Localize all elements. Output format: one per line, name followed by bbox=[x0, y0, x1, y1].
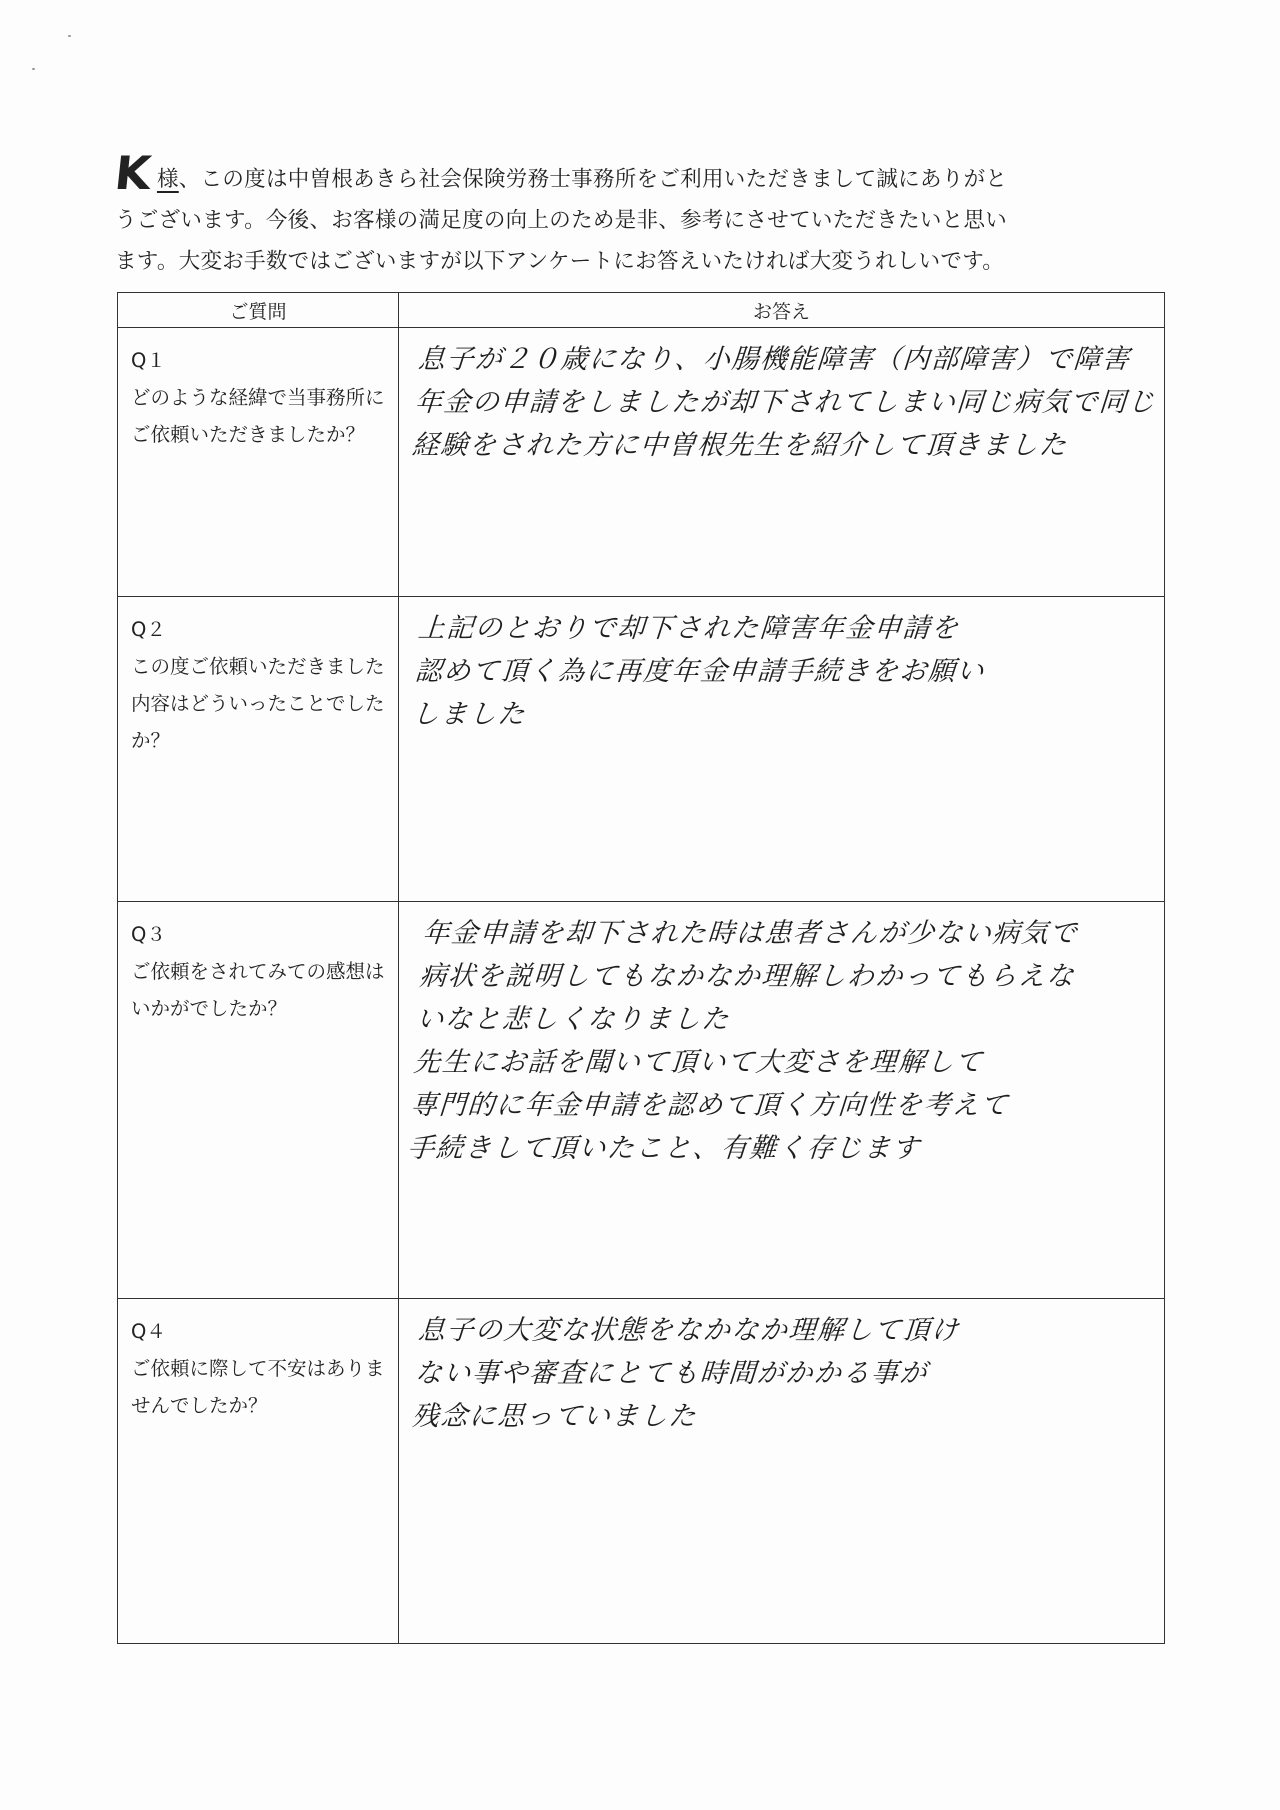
handwritten-answer bbox=[406, 912, 1165, 1170]
customer-initial: K bbox=[112, 146, 154, 200]
table-row bbox=[118, 902, 1165, 1299]
question-cell bbox=[118, 1299, 399, 1644]
question-text: この度ご依頼いただきました内容はどういったことでしたか？ bbox=[131, 655, 385, 752]
answer-line: 残念に思っていました bbox=[410, 1401, 699, 1432]
answer-cell bbox=[399, 902, 1165, 1299]
scan-speck bbox=[32, 68, 35, 70]
header-question: ご質問 bbox=[118, 293, 399, 328]
intro-line-1: 、この度は中曽根あきら社会保険労務士事務所をご利用いただきまして誠にありがと bbox=[178, 167, 1008, 192]
answer-line: いなと悲しくなりました bbox=[415, 1004, 732, 1035]
answer-cell bbox=[399, 597, 1165, 902]
question-text: ご依頼に際して不安はありませんでしたか？ bbox=[131, 1357, 385, 1417]
handwritten-answer bbox=[410, 338, 1160, 467]
answer-cell bbox=[399, 328, 1165, 597]
answer-line: 息子が２０歳になり、小腸機能障害（内部障害）で障害 bbox=[416, 344, 1132, 375]
survey-table bbox=[117, 292, 1165, 1644]
question-number: Q２ bbox=[131, 618, 166, 641]
intro-line-2: うございます。今後、お客様の満足度の向上のため是非、参考にさせていただきたいと思い bbox=[115, 208, 1008, 233]
answer-line: しました bbox=[410, 699, 528, 730]
answer-line: 経験をされた方に中曽根先生を紹介して頂きました bbox=[410, 430, 1069, 461]
answer-line: ない事や審査にとても時間がかかる事が bbox=[413, 1358, 930, 1389]
question-cell bbox=[118, 597, 399, 902]
header-row bbox=[118, 293, 1165, 328]
answer-line: 息子の大変な状態をなかなか理解して頂け bbox=[416, 1315, 961, 1346]
question-text: どのような経緯で当事務所にご依頼いただきましたか？ bbox=[131, 386, 385, 446]
intro-paragraph bbox=[112, 146, 1175, 282]
question-cell bbox=[118, 328, 399, 597]
scan-speck bbox=[68, 35, 71, 37]
answer-line: 手続きして頂いたこと、有難く存じます bbox=[406, 1133, 922, 1164]
table-row bbox=[118, 328, 1165, 597]
honorific: 様 bbox=[156, 167, 179, 192]
handwritten-answer bbox=[410, 1309, 1160, 1438]
answer-line: 年金申請を却下された時は患者さんが少ない病気で bbox=[421, 918, 1080, 949]
question-number: Q３ bbox=[131, 923, 166, 946]
handwritten-answer bbox=[410, 607, 1160, 736]
question-text: ご依頼をされてみての感想はいかがでしたか？ bbox=[131, 960, 385, 1020]
header-answer: お答え bbox=[399, 293, 1165, 328]
answer-line: 先生にお話を聞いて頂いて大変さを理解して bbox=[412, 1047, 985, 1078]
question-number: Q４ bbox=[131, 1320, 166, 1343]
answer-line: 専門的に年金申請を認めて頂く方向性を考えて bbox=[409, 1090, 1011, 1121]
answer-line: 認めて頂く為に再度年金申請手続きをお願い bbox=[413, 656, 987, 687]
answer-line: 年金の申請をしましたが却下されてしまい同じ病気で同じ bbox=[413, 387, 1158, 418]
answer-line: 病状を説明してもなかなか理解しわかってもらえな bbox=[418, 961, 1077, 992]
table-row bbox=[118, 1299, 1165, 1644]
answer-line: 上記のとおりで却下された障害年金申請を bbox=[416, 613, 961, 644]
question-cell bbox=[118, 902, 399, 1299]
intro-line-3: ます。大変お手数ではございますが以下アンケートにお答えいたければ大変うれしいです。 bbox=[115, 249, 1005, 274]
answer-cell bbox=[399, 1299, 1165, 1644]
table-row bbox=[118, 597, 1165, 902]
question-number: Q１ bbox=[131, 349, 166, 372]
